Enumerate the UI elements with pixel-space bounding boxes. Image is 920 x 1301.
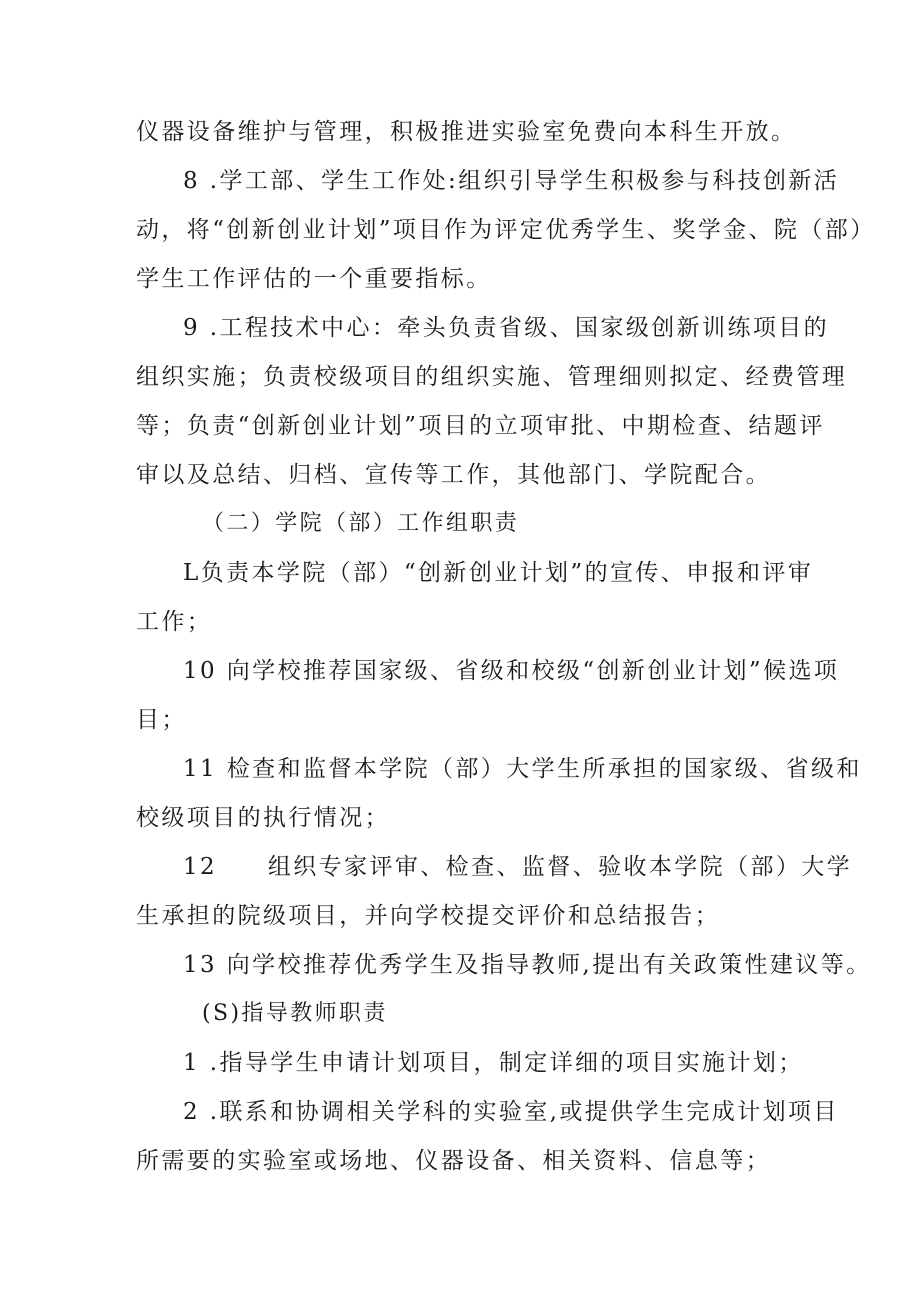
- text-line: 1 .指导学生申请计划项目，制定详细的项目实施计划；: [183, 1050, 804, 1076]
- text-line: 13 向学校推荐优秀学生及指导教师,提出有关政策性建议等。: [183, 952, 872, 978]
- text-line: 组织实施；负责校级项目的组织实施、管理细则拟定、经费管理: [136, 364, 848, 390]
- section-heading: (S)指导教师职责: [202, 1001, 388, 1026]
- text-line: 11 检查和监督本学院（部）大学生所承担的国家级、省级和: [183, 756, 862, 782]
- section-heading: （二）学院（部）工作组职责: [202, 511, 520, 536]
- text-line: L负责本学院（部）“创新创业计划”的宣传、申报和评审: [183, 560, 814, 586]
- text-line: 动，将“创新创业计划”项目作为评定优秀学生、奖学金、院（部）: [136, 217, 876, 243]
- text-line: 工作；: [136, 609, 213, 635]
- text-line: 校级项目的执行情况；: [136, 805, 390, 831]
- text-line: 仪器设备维护与管理，积极推进实验室免费向本科生开放。: [136, 119, 797, 145]
- text-line: 审以及总结、归档、宣传等工作，其他部门、学院配合。: [136, 462, 771, 488]
- text-line: 目；: [136, 707, 187, 733]
- text-line: 等；负责“创新创业计划”项目的立项审批、中期检查、结题评: [136, 413, 825, 439]
- text-line: 学生工作评估的一个重要指标。: [136, 266, 492, 292]
- text-line: 12 组织专家评审、检查、监督、验收本学院（部）大学: [183, 854, 853, 880]
- text-line: 所需要的实验室或场地、仪器设备、相关资料、信息等；: [136, 1148, 771, 1174]
- text-line: 生承担的院级项目，并向学校提交评价和总结报告；: [136, 903, 721, 929]
- text-line: 10 向学校推荐国家级、省级和校级“创新创业计划”候选项: [183, 658, 840, 684]
- text-line: 9 .工程技术中心：牵头负责省级、国家级创新训练项目的: [183, 315, 830, 341]
- text-line: 8 .学工部、学生工作处:组织引导学生积极参与科技创新活: [183, 168, 840, 194]
- text-line: 2 .联系和协调相关学科的实验室,或提供学生完成计划项目: [183, 1099, 839, 1125]
